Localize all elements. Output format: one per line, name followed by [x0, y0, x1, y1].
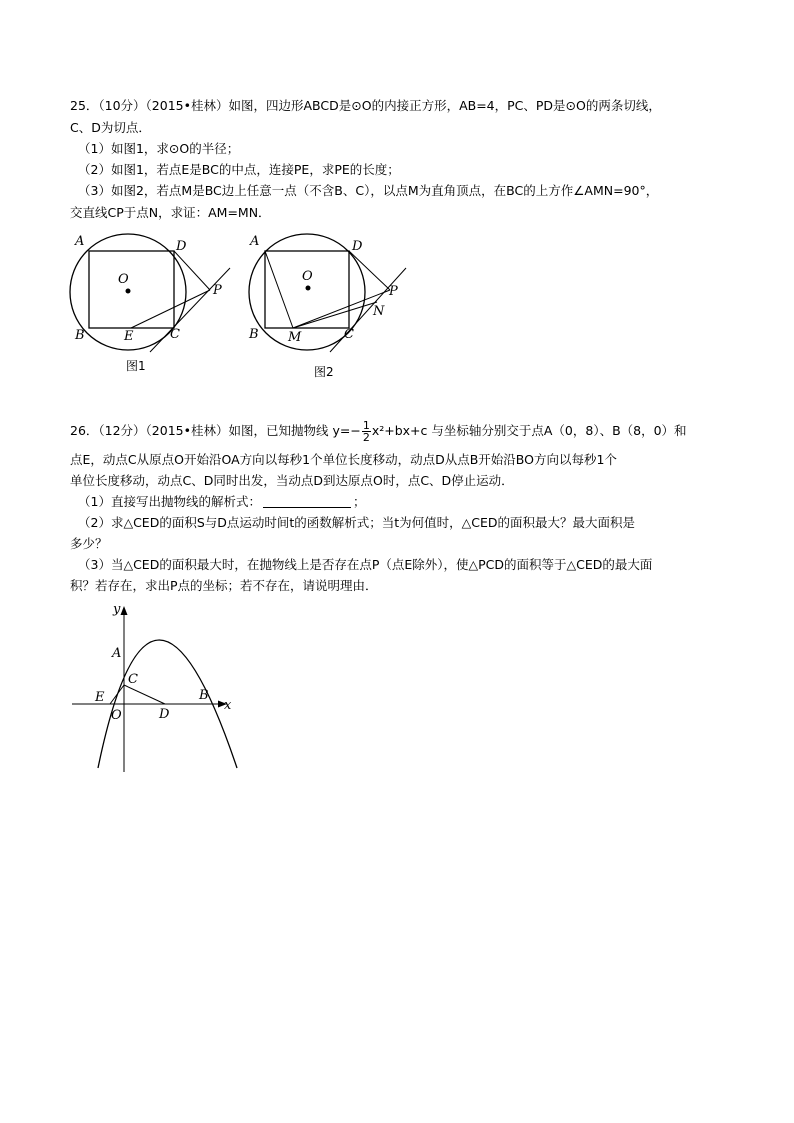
fig2-tangent-cp	[330, 268, 406, 352]
q26-y-arrow	[121, 606, 128, 615]
fig2-label-a: A	[250, 234, 260, 249]
fig2-tangent-dp	[349, 251, 390, 290]
fig1-label-a: A	[75, 234, 85, 249]
q26-sub3a: （3）当△CED的面积最大时，在抛物线上是否存在点P（点E除外），使△PCD的面积等于△CED的最大面	[78, 557, 653, 572]
q26-figure	[65, 598, 245, 778]
q26-line1-start: 26．（12分）（2015•桂林）如图，已知抛物线 y=−	[70, 423, 361, 438]
q25-figure-1	[60, 228, 250, 378]
fig1-caption: 图1	[126, 359, 146, 373]
fig1-tangent-dp	[174, 251, 210, 290]
q26-label-o: O	[111, 708, 122, 723]
q25-line2: C、D为切点．	[70, 120, 151, 135]
q26-label-x: x	[224, 698, 232, 713]
q26-line1-end: x²+bx+c 与坐标轴分别交于点A（0，8）、B（8，0）和	[371, 423, 687, 438]
q26-fraction	[362, 420, 371, 443]
fig1-label-p: P	[213, 283, 222, 298]
fig1-label-o: O	[118, 272, 129, 287]
q26-label-b: B	[199, 688, 209, 703]
q26-label-e: E	[95, 690, 105, 705]
q26-sub2a: （2）求△CED的面积S与D点运动时间t的函数解析式；当t为何值时，△CED的面积最大？最大面积是	[78, 515, 636, 530]
q26-line1	[70, 420, 687, 443]
fig2-label-d: D	[352, 239, 363, 254]
q26-segment-cd	[124, 685, 165, 704]
q26-label-a: A	[112, 646, 122, 661]
fig2-label-c: C	[344, 327, 354, 342]
fig2-segment-mn	[293, 302, 377, 328]
fig2-caption: 图2	[314, 365, 334, 379]
q25-line1: 25．（10分）（2015•桂林）如图，四边形ABCD是⊙O的内接正方形，AB=4，PC、PD是⊙O的两条切线，	[70, 98, 661, 113]
q26-sub1-end: ；	[352, 494, 366, 509]
fig2-center-dot	[306, 286, 311, 291]
q26-sub1	[78, 494, 365, 510]
fig1-tangent-cp	[150, 268, 230, 352]
q25-line-last: 交直线CP于点N，求证：AM=MN．	[70, 205, 271, 220]
q26-line3: 单位长度移动，动点C、D同时出发，当动点D到达原点O时，点C、D停止运动．	[70, 473, 514, 488]
fig1-label-d: D	[176, 239, 187, 254]
q26-label-y: y	[113, 602, 121, 617]
q26-line2: 点E，动点C从原点O开始沿OA方向以每秒1个单位长度移动，动点D从点B开始沿BO方向以每秒1个	[70, 452, 617, 467]
q25-sub3: （3）如图2，若点M是BC边上任意一点（不含B、C），以点M为直角顶点，在BC的上方作∠AMN=90°，	[78, 183, 659, 198]
fig2-label-n: N	[373, 304, 385, 319]
fig1-square	[89, 251, 174, 328]
q26-label-d: D	[159, 707, 170, 722]
q26-sub1-text: （1）直接写出抛物线的解析式：	[78, 494, 261, 509]
q26-answer-blank[interactable]	[263, 495, 351, 508]
q25-sub1: （1）如图1，求⊙O的半径；	[78, 141, 240, 156]
fig2-segment-am	[265, 251, 293, 328]
fig1-segment-pe	[131, 290, 210, 328]
fig1-label-e: E	[124, 329, 134, 344]
q26-segment-ec	[110, 685, 124, 704]
fig2-label-p: P	[389, 284, 398, 299]
q26-sub3b: 积？若存在，求出P点的坐标；若不存在，请说明理由．	[70, 578, 378, 593]
q25-sub2: （2）如图1，若点E是BC的中点，连接PE，求PE的长度；	[78, 162, 400, 177]
fig1-center-dot	[126, 289, 131, 294]
q26-sub2b: 多少？	[70, 536, 108, 551]
fig2-label-m: M	[288, 330, 302, 345]
fig2-label-o: O	[302, 269, 313, 284]
q26-fraction-numerator: 1	[362, 419, 370, 432]
q25-figure-2	[240, 228, 430, 378]
fig1-label-b: B	[75, 328, 85, 343]
fig2-label-b: B	[249, 327, 259, 342]
q26-label-c: C	[128, 672, 138, 687]
fig1-label-c: C	[170, 327, 180, 342]
q26-fraction-denominator: 2	[362, 431, 370, 444]
